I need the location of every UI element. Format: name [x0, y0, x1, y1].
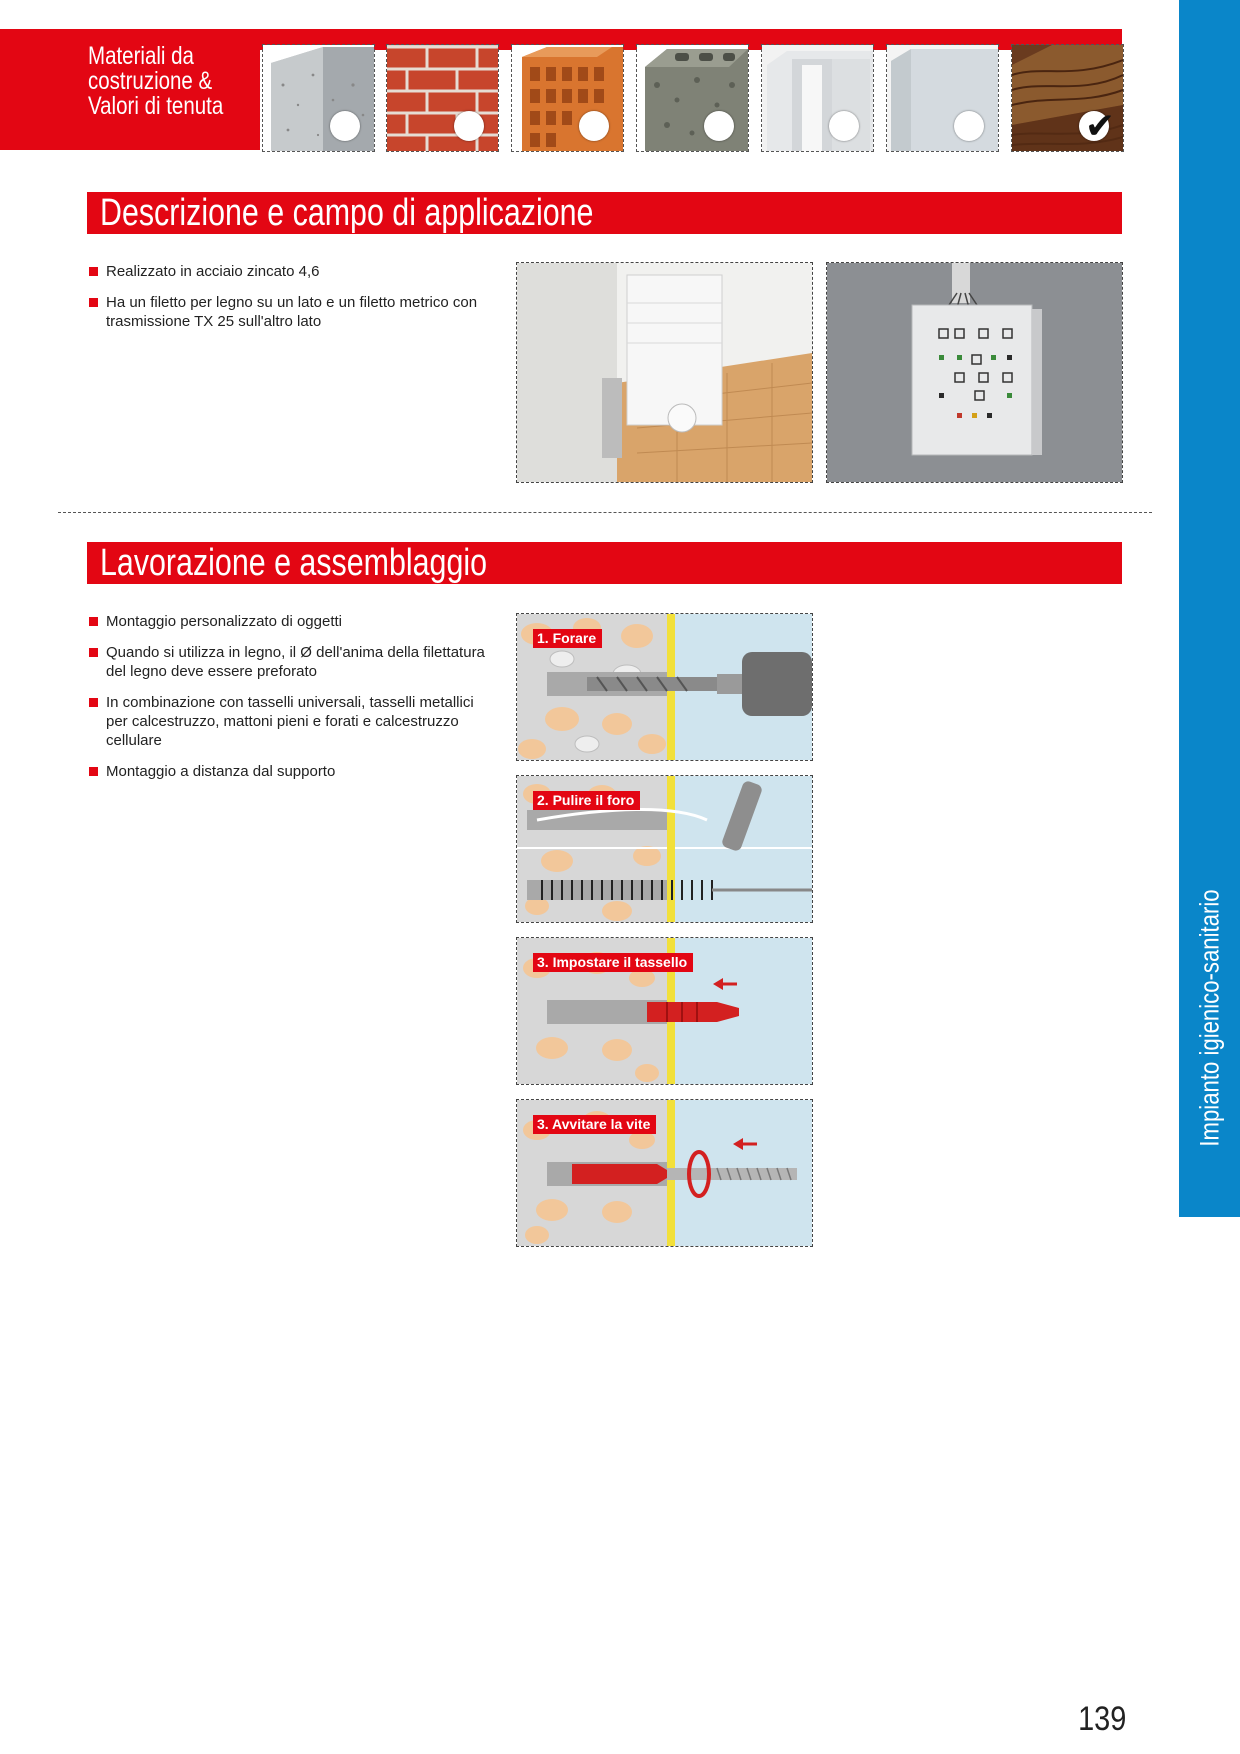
control-cabinet-photo — [826, 262, 1123, 483]
materials-title: Materiali da costruzione & Valori di tenuta — [88, 42, 224, 120]
material-tile-wood — [1011, 44, 1124, 152]
step-label: 2. Pulire il foro — [533, 791, 640, 810]
step-drill-illustration — [516, 613, 813, 761]
bullet-item: Montaggio a distanza dal supporto — [89, 762, 499, 781]
material-tile-solid-brick — [386, 44, 499, 152]
unsuitable-circle-icon — [954, 111, 984, 141]
chapter-name: Impianto igienico-sanitario — [1194, 889, 1224, 1147]
radiator-photo — [516, 262, 813, 483]
section-title-description: Descrizione e campo di applicazione — [100, 192, 594, 234]
section-title-assembly: Lavorazione e assemblaggio — [100, 542, 488, 584]
unsuitable-circle-icon — [704, 111, 734, 141]
chapter-side-tab-label — [1179, 0, 1240, 1217]
unsuitable-circle-icon — [579, 111, 609, 141]
step-label: 1. Forare — [533, 629, 602, 648]
material-tile-aerated-panel — [886, 44, 999, 152]
bullet-item: Ha un filetto per legno su un lato e un filetto metrico con trasmissione TX 25 sull'altro lato — [89, 293, 499, 331]
unsuitable-circle-icon — [829, 111, 859, 141]
material-tile-perforated-brick — [511, 44, 624, 152]
bullet-item: Montaggio personalizzato di oggetti — [89, 612, 499, 631]
unsuitable-circle-icon — [454, 111, 484, 141]
step-screw-illustration — [516, 1099, 813, 1247]
unsuitable-circle-icon — [330, 111, 360, 141]
bullet-item: Quando si utilizza in legno, il Ø dell'anima della filettatura del legno deve essere preforato — [89, 643, 499, 681]
assembly-bullet-list — [89, 612, 499, 793]
bullet-item: Realizzato in acciaio zincato 4,6 — [89, 262, 499, 281]
step-set-anchor-illustration — [516, 937, 813, 1085]
step-label: 3. Avvitare la vite — [533, 1115, 656, 1134]
material-tile-concrete — [262, 44, 375, 152]
material-tile-lightweight-concrete-block — [636, 44, 749, 152]
description-bullet-list — [89, 262, 499, 343]
page-number: 139 — [1078, 1700, 1127, 1738]
section-divider — [58, 512, 1152, 513]
bullet-item: In combinazione con tasselli universali, tasselli metallici per calcestruzzo, mattoni pieni e forati e calcestruzzo cellulare — [89, 693, 499, 750]
step-clean-illustration — [516, 775, 813, 923]
material-tile-plasterboard — [761, 44, 874, 152]
step-label: 3. Impostare il tassello — [533, 953, 693, 972]
check-icon: ✔ — [1084, 106, 1115, 147]
